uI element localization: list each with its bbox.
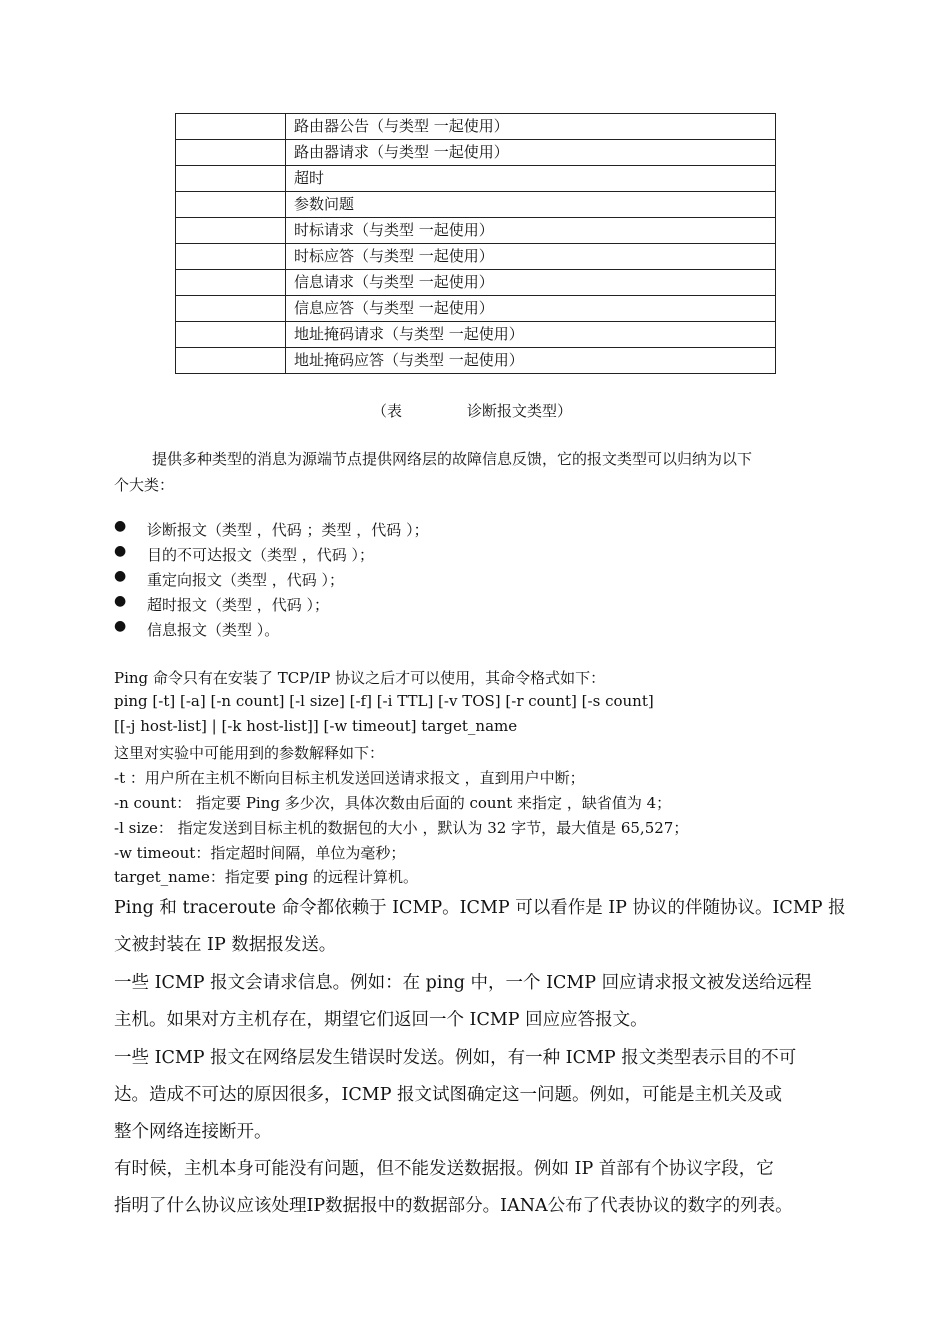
type-name-cell: 信息请求（与类型 一起使用） [286,270,776,296]
ping-syntax-line-1: ping [-t] [-a] [-n count] [-l size] [-f] [-i TTL] [-v TOS] [-r count] [-s count] [114,692,654,710]
list-item: 诊断报文（类型 ，代码 ；类型 ，代码 ）； [147,521,429,539]
ping-explain: 这里对实验中可能用到的参数解释如下： [114,744,385,762]
intro-line-2: 个大类： [114,476,175,494]
type-cell [176,166,286,192]
type-cell [176,348,286,374]
type-name-cell: 时标请求（与类型 一起使用） [286,218,776,244]
table-row [176,218,776,244]
paragraph-2-line-1: 一些 ICMP 报文会请求信息。例如：在 ping 中，一个 ICMP 回应请求报文被发送给远程 [114,973,812,993]
paragraph-1-line-2: 文被封装在 IP 数据报发送。 [114,935,337,955]
table-row [176,296,776,322]
table-row [176,270,776,296]
paragraph-3-line-1: 一些 ICMP 报文在网络层发生错误时发送。例如，有一种 ICMP 报文类型表示目的不可 [114,1048,797,1068]
paragraph-1-line-1: Ping 和 traceroute 命令都依赖于 ICMP。ICMP 可以看作是 IP 协议的伴随协议。ICMP 报 [114,898,846,918]
type-name-cell: 地址掩码应答（与类型 一起使用） [286,348,776,374]
ping-param: -n count： 指定要 Ping 多少次，具体次数由后面的 count 来指定 ，缺省值为 4； [114,794,672,812]
list-item: 超时报文（类型 ，代码 ）； [147,596,330,614]
paragraph-4-line-1: 有时候，主机本身可能没有问题，但不能发送数据报。例如 IP 首部有个协议字段，它 [114,1159,774,1179]
list-item: 信息报文（类型 ）。 [147,621,280,639]
type-cell [176,322,286,348]
intro-line-1: 提供多种类型的消息为源端节点提供网络层的故障信息反馈，它的报文类型可以归纳为以下 [152,450,753,468]
caption-text: 诊断报文类型） [467,402,573,420]
type-name-cell: 路由器公告（与类型 一起使用） [286,114,776,140]
type-name-cell: 地址掩码请求（与类型 一起使用） [286,322,776,348]
bullet-icon: ● [114,543,127,559]
list-item: 重定向报文（类型 ，代码 ）； [147,571,345,589]
ping-param: -l size： 指定发送到目标主机的数据包的大小 ，默认为 32 字节，最大值是 65,527； [114,819,689,837]
caption-prefix: （表 [372,402,403,420]
bullet-icon: ● [114,618,127,634]
type-cell [176,192,286,218]
type-name-cell: 信息应答（与类型 一起使用） [286,296,776,322]
bullet-icon: ● [114,518,127,534]
type-cell [176,140,286,166]
bullet-icon: ● [114,568,127,584]
icmp-types-table [175,113,776,374]
type-cell [176,218,286,244]
ping-param: -w timeout：指定超时间隔，单位为毫秒； [114,844,406,862]
table-row [176,244,776,270]
type-name-cell: 超时 [286,166,776,192]
type-name-cell: 路由器请求（与类型 一起使用） [286,140,776,166]
type-cell [176,114,286,140]
ping-syntax-line-2: [[-j host-list] | [-k host-list]] [-w timeout] target_name [114,717,518,735]
type-cell [176,244,286,270]
table-caption [372,400,402,421]
type-cell [176,270,286,296]
paragraph-2-line-2: 主机。如果对方主机存在，期望它们返回一个 ICMP 回应应答报文。 [114,1010,648,1030]
paragraph-4-line-2: 指明了什么协议应该处理IP数据报中的数据部分。IANA公布了代表协议的数字的列表。 [114,1196,793,1216]
paragraph-3-line-2: 达。造成不可达的原因很多，ICMP 报文试图确定这一问题。例如，可能是主机关及或 [114,1085,783,1105]
table-row [176,114,776,140]
type-cell [176,296,286,322]
table-row [176,192,776,218]
ping-param: target_name：指定要 ping 的远程计算机。 [114,868,419,886]
list-item: 目的不可达报文（类型 ，代码 ）； [147,546,375,564]
table-row [176,140,776,166]
type-name-cell: 参数问题 [286,192,776,218]
ping-intro: Ping 命令只有在安装了 TCP/IP 协议之后才可以使用，其命令格式如下： [114,669,606,687]
table-caption-title [467,400,572,421]
ping-param: -t ：用户所在主机不断向目标主机发送回送请求报文 ，直到用户中断； [114,769,585,787]
table-row [176,322,776,348]
table-row [176,166,776,192]
paragraph-3-line-3: 整个网络连接断开。 [114,1122,272,1142]
table-row [176,348,776,374]
type-name-cell: 时标应答（与类型 一起使用） [286,244,776,270]
bullet-icon: ● [114,593,127,609]
